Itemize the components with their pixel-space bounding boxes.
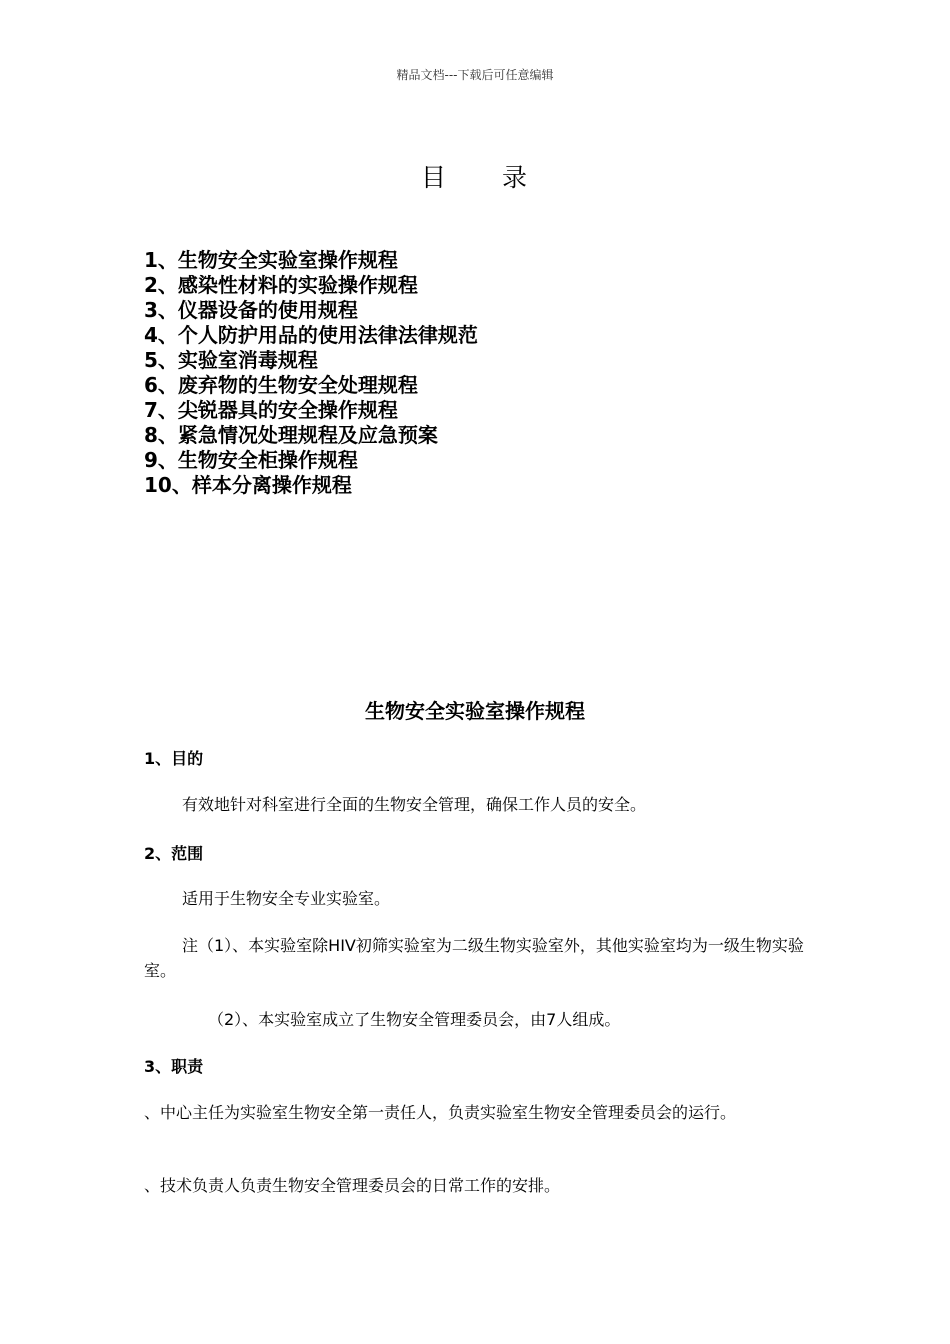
note-2: （2）、本实验室成立了生物安全管理委员会，由7人组成。 (208, 1010, 621, 1029)
toc-item: 8、紧急情况处理规程及应急预案 (144, 423, 438, 447)
purpose-text: 有效地针对科室进行全面的生物安全管理，确保工作人员的安全。 (182, 795, 647, 814)
toc-item: 10、样本分离操作规程 (144, 473, 352, 497)
toc-item: 7、尖锐器具的安全操作规程 (144, 398, 398, 422)
toc-item: 6、废弃物的生物安全处理规程 (144, 373, 418, 397)
toc-item: 4、个人防护用品的使用法律法律规范 (144, 323, 478, 347)
toc-list (144, 248, 478, 498)
toc-item: 2、感染性材料的实验操作规程 (144, 273, 418, 297)
note-1: 注（1）、本实验室除HIV初筛实验室为二级生物实验室外，其他实验室均为一级生物实验室。 (144, 936, 804, 980)
toc-item: 1、生物安全实验室操作规程 (144, 248, 398, 272)
toc-title: 目 录 (420, 163, 529, 192)
toc-item: 5、实验室消毒规程 (144, 348, 318, 372)
scope-text: 适用于生物安全专业实验室。 (182, 889, 391, 908)
toc-item: 9、生物安全柜操作规程 (144, 448, 358, 472)
section-title: 生物安全实验室操作规程 (365, 699, 585, 723)
duty-item-2: 、技术负责人负责生物安全管理委员会的日常工作的安排。 (144, 1176, 561, 1195)
purpose-heading: 1、目的 (144, 749, 204, 768)
scope-heading: 2、范围 (144, 844, 204, 863)
duty-item-1: 、中心主任为实验室生物安全第一责任人，负责实验室生物安全管理委员会的运行。 (144, 1103, 737, 1122)
toc-item: 3、仪器设备的使用规程 (144, 298, 358, 322)
page-header-note: 精品文档---下载后可任意编辑 (396, 68, 554, 82)
duty-heading: 3、职责 (144, 1057, 204, 1076)
